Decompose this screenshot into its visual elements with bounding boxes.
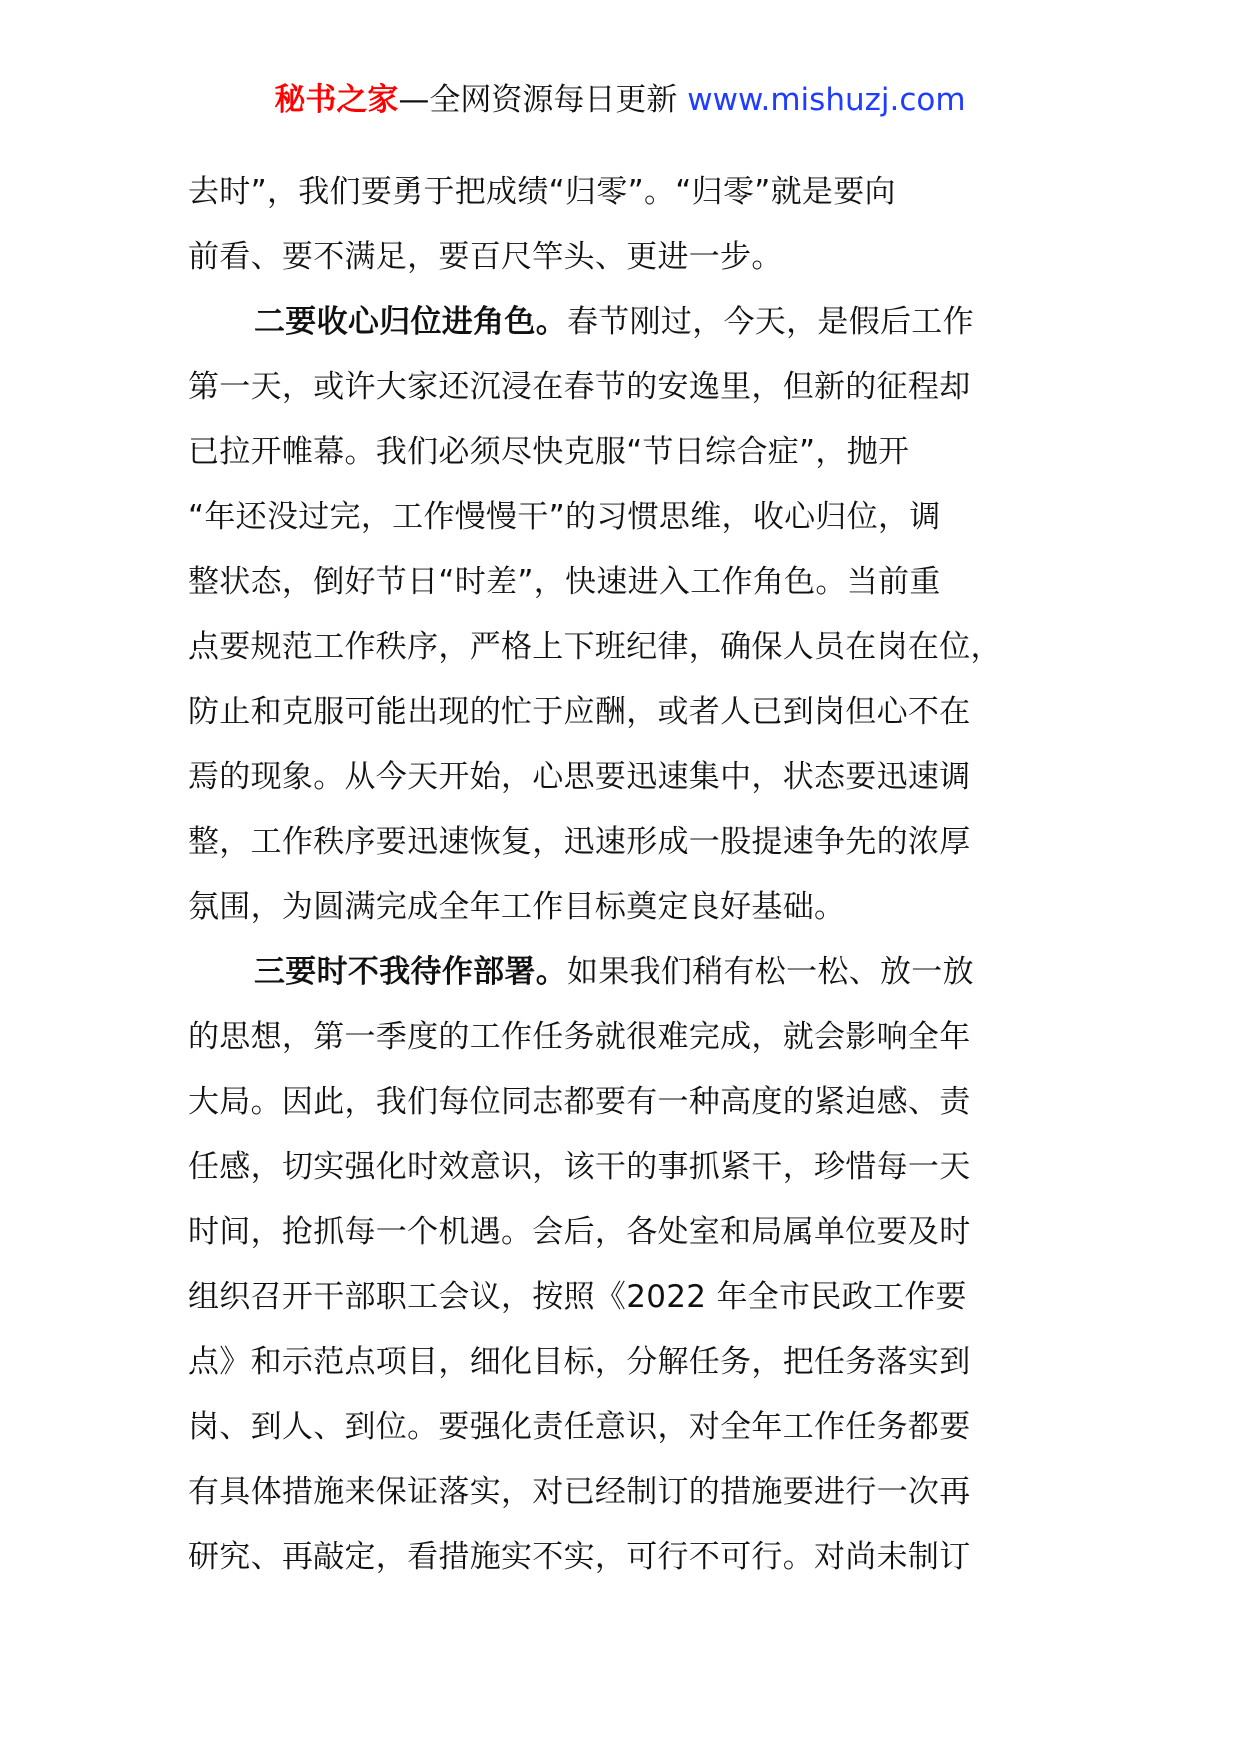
section-heading: 二要收心归位进角色。 [254, 304, 567, 340]
text-line: 研究、再敲定，看措施实不实，可行不可行。对尚未制订 [188, 1539, 971, 1575]
site-brand: 秘书之家 [274, 82, 399, 118]
text-line: 第一天，或许大家还沉浸在春节的安逸里，但新的征程却 [188, 369, 971, 405]
text-line: 时间，抢抓每一个机遇。会后，各处室和局属单位要及时 [188, 1214, 971, 1250]
section-heading: 三要时不我待作部署。 [254, 954, 567, 990]
text-line: “年还没过完，工作慢慢干”的习惯思维，收心归位，调 [188, 499, 941, 535]
text-line: 岗、到人、到位。要强化责任意识，对全年工作任务都要 [188, 1409, 971, 1445]
text-line: 氛围，为圆满完成全年工作目标奠定良好基础。 [188, 889, 846, 925]
site-tagline: —全网资源每日更新 [398, 82, 678, 118]
document-body [188, 160, 1068, 1590]
site-url-link[interactable]: www.mishuzj.com [687, 82, 966, 118]
text-line: 大局。因此，我们每位同志都要有一种高度的紧迫感、责 [188, 1084, 971, 1120]
section-heading-line: 二要收心归位进角色。春节刚过，今天，是假后工作 [254, 304, 974, 340]
text-line: 焉的现象。从今天开始，心思要迅速集中，状态要迅速调 [188, 759, 971, 795]
text-line: 去时”，我们要勇于把成绩“归零”。“归零”就是要向 [188, 174, 896, 210]
text-line: 防止和克服可能出现的忙于应酬，或者人已到岗但心不在 [188, 694, 971, 730]
text-line: 任感，切实强化时效意识，该干的事抓紧干，珍惜每一天 [188, 1149, 971, 1185]
text-line: 整状态，倒好节日“时差”，快速进入工作角色。当前重 [188, 564, 941, 600]
text-line: 前看、要不满足，要百尺竿头、更进一步。 [188, 239, 783, 275]
text-line: 有具体措施来保证落实，对已经制订的措施要进行一次再 [188, 1474, 971, 1510]
text-line: 组织召开干部职工会议，按照《2022 年全市民政工作要 [188, 1279, 967, 1315]
site-header [0, 80, 1240, 120]
text-line: 点要规范工作秩序，严格上下班纪律，确保人员在岗在位， [188, 629, 1002, 665]
text-line: 已拉开帷幕。我们必须尽快克服“节日综合症”，抛开 [188, 434, 910, 470]
section-heading-line: 三要时不我待作部署。如果我们稍有松一松、放一放 [254, 954, 974, 990]
text-line: 的思想，第一季度的工作任务就很难完成，就会影响全年 [188, 1019, 971, 1055]
text-line: 整，工作秩序要迅速恢复，迅速形成一股提速争先的浓厚 [188, 824, 971, 860]
text-line: 点》和示范点项目，细化目标，分解任务，把任务落实到 [188, 1344, 971, 1380]
